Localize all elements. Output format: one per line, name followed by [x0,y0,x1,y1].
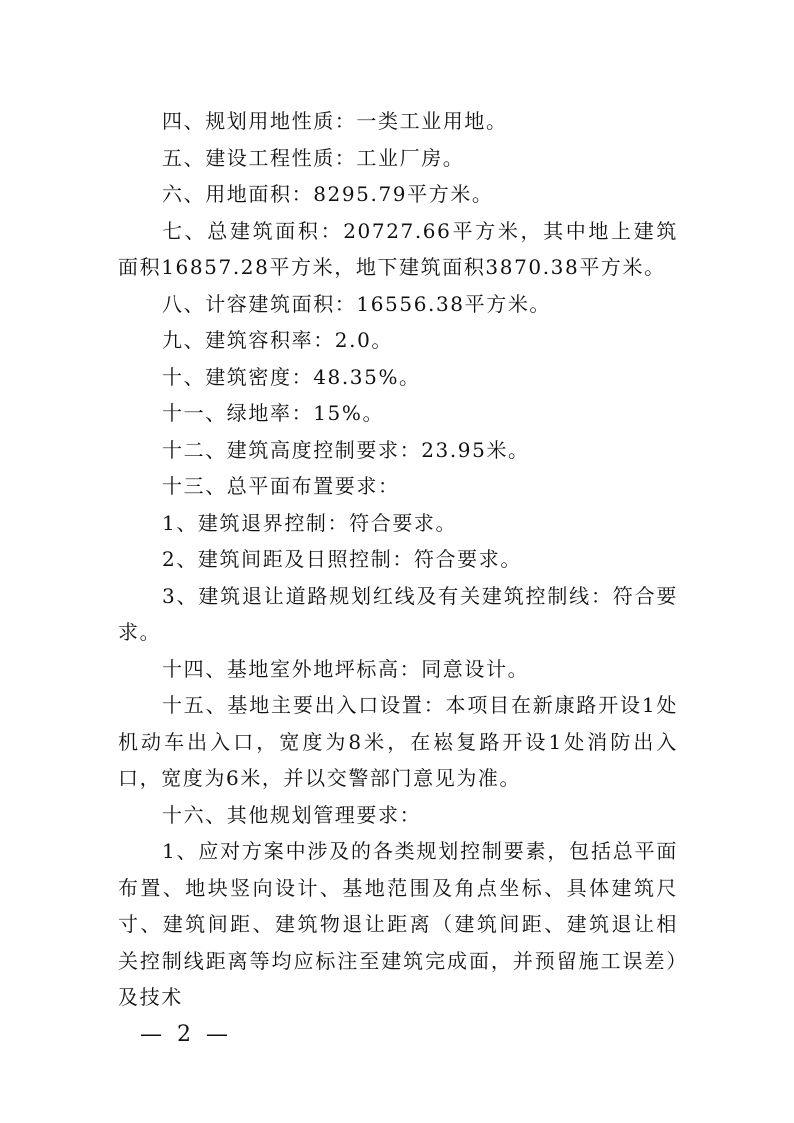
paragraph-site-plan-heading: 十三、总平面布置要求： [162,474,400,498]
paragraph-height-control: 十二、建筑高度控制要求：23.95米。 [162,437,530,462]
paragraph-land-use: 四、规划用地性质：一类工业用地。 [162,109,508,133]
paragraph-control-elements: 1、应对方案中涉及的各类规划控制要素，包括总平面布置、地块竖向设计、基地范围及角点坐标、具体建筑尺寸、建筑间距、建筑物退让距离（建筑间距、建筑退让相关控制线距离等均应标注至建筑完成面，并预留施工误差）及技术 [118,839,678,1009]
paragraph-setback-control: 1、建筑退界控制：符合要求。 [162,510,458,535]
paragraph-ground-elevation: 十四、基地室外地坪标高：同意设计。 [162,656,530,681]
paragraph-green-ratio: 十一、绿地率：15%。 [162,401,385,425]
paragraph-other-requirements-heading: 十六、其他规划管理要求： [162,802,422,827]
paragraph-far-floor-area: 八、计容建筑面积：16556.38平方米。 [162,291,552,316]
paragraph-building-density: 十、建筑密度：48.35%。 [162,364,421,389]
page-number: — 2 — [140,1022,232,1047]
paragraph-project-nature: 五、建设工程性质：工业厂房。 [162,145,465,170]
paragraph-land-area: 六、用地面积：8295.79平方米。 [162,182,494,206]
paragraph-entrances: 十五、基地主要出入口设置：本项目在新康路开设1处机动车出入口，宽度为8米，在崧复路开设1处消防出入口，宽度为6米，并以交警部门意见为准。 [118,693,678,790]
paragraph-road-redline: 3、建筑退让道路规划红线及有关建筑控制线：符合要求。 [118,583,678,644]
paragraph-plot-ratio: 九、建筑容积率：2.0。 [162,328,394,352]
paragraph-spacing-sunlight: 2、建筑间距及日照控制：符合要求。 [162,547,522,571]
paragraph-total-floor-area: 七、总建筑面积：20727.66平方米，其中地上建筑面积16857.28平方米，地下建筑面积3870.38平方米。 [118,218,678,279]
document-body [118,103,678,1016]
